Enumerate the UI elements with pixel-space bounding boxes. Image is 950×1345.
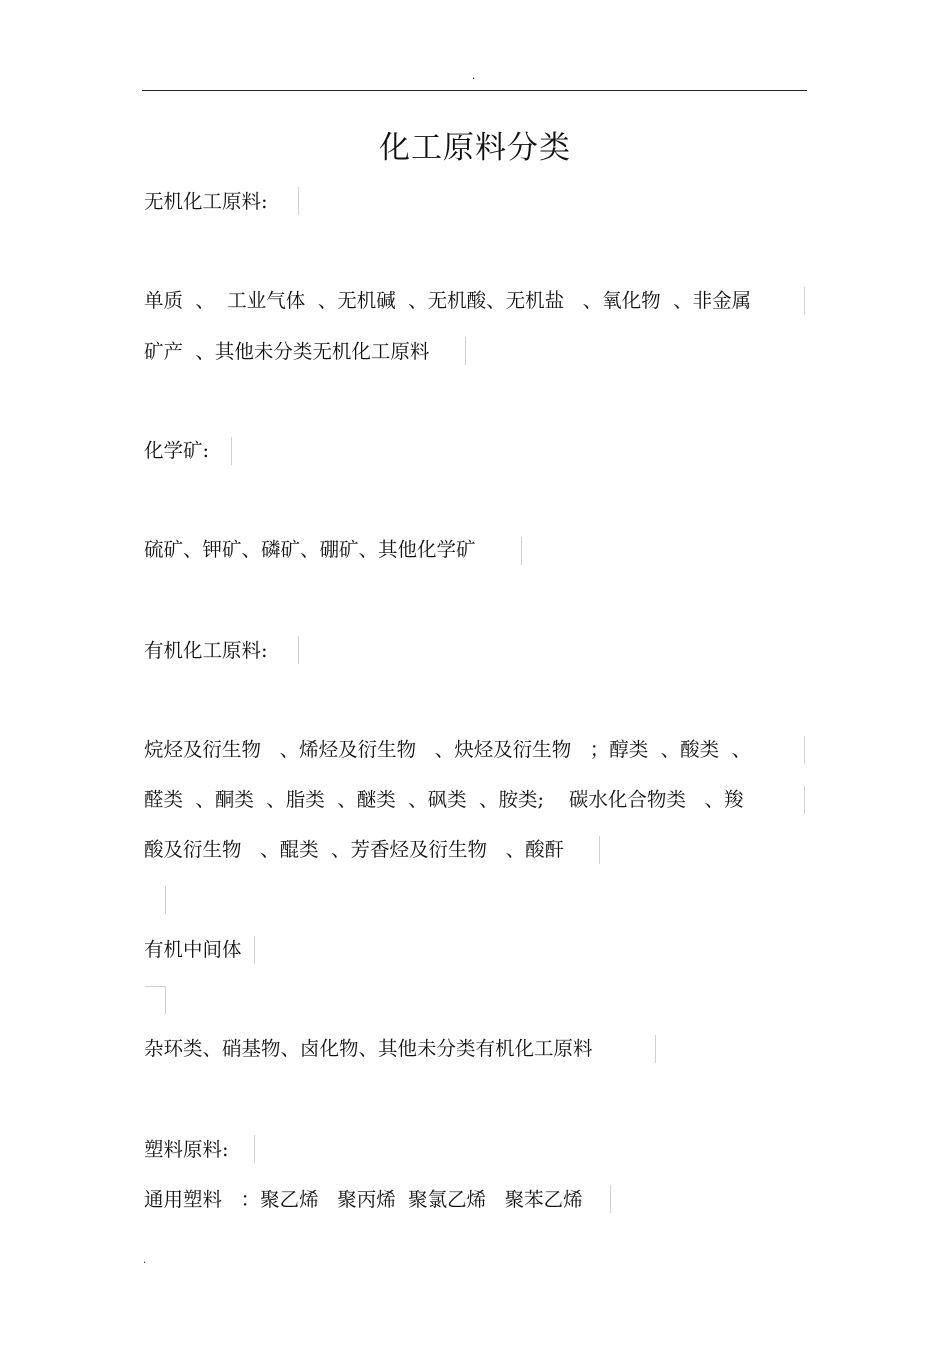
mineral-list-line-1: 硫矿、钾矿、磷矿、硼矿、其他化学矿: [144, 538, 476, 561]
plastics-list-line-1: 通用塑料 ：聚乙烯 聚丙烯 聚氯乙烯 聚苯乙烯: [144, 1188, 583, 1211]
organic-list-line-3: 酸及衍生物 、醌类 、芳香烃及衍生物 、酸酐: [144, 838, 565, 861]
page-title: 化工原料分类: [379, 130, 571, 166]
heading-intermediate: 有机中间体: [144, 938, 242, 961]
footer-mark: .: [143, 1255, 147, 1266]
text-cursor-mark: [231, 437, 232, 465]
heading-inorganic: 无机化工原料:: [144, 190, 268, 213]
heading-plastics: 塑料原料:: [144, 1138, 229, 1161]
text-cursor-mark: [254, 1135, 255, 1163]
text-cursor-mark: [610, 1185, 611, 1213]
text-cursor-mark: [465, 337, 466, 365]
inorganic-list-line-2: 矿产 、其他未分类无机化工原料: [144, 340, 430, 363]
text-cursor-mark: [298, 636, 299, 664]
text-cursor-mark: [599, 836, 600, 864]
organic-list-line-1: 烷烃及衍生物 、烯烃及衍生物 、炔烃及衍生物 ；醇类 、酸类 、: [144, 738, 752, 761]
text-cursor-mark: [298, 187, 299, 215]
organic-list-line-2: 醛类 、酮类 、脂类 、醚类 、砜类 、胺类; 碳水化合物类 、羧: [144, 788, 744, 811]
heading-mineral: 化学矿:: [144, 439, 210, 462]
inorganic-list-line-1: 单质 、 工业气体 、无机碱 、无机酸、无机盐 、氧化物 、非金属: [144, 289, 752, 312]
text-cursor-mark: [655, 1035, 656, 1063]
text-cursor-mark: [804, 736, 805, 764]
text-cursor-mark: [254, 936, 255, 964]
header-rule: [142, 90, 807, 91]
text-cursor-mark: [165, 986, 166, 1014]
header-mark: .: [472, 71, 476, 82]
text-cursor-mark: [145, 986, 165, 987]
heading-organic: 有机化工原料:: [144, 639, 268, 662]
text-cursor-mark: [804, 287, 805, 315]
intermediate-list-line-1: 杂环类、硝基物、卤化物、其他未分类有机化工原料: [144, 1037, 593, 1060]
text-cursor-mark: [165, 886, 166, 914]
text-cursor-mark: [804, 786, 805, 814]
text-cursor-mark: [521, 537, 522, 565]
